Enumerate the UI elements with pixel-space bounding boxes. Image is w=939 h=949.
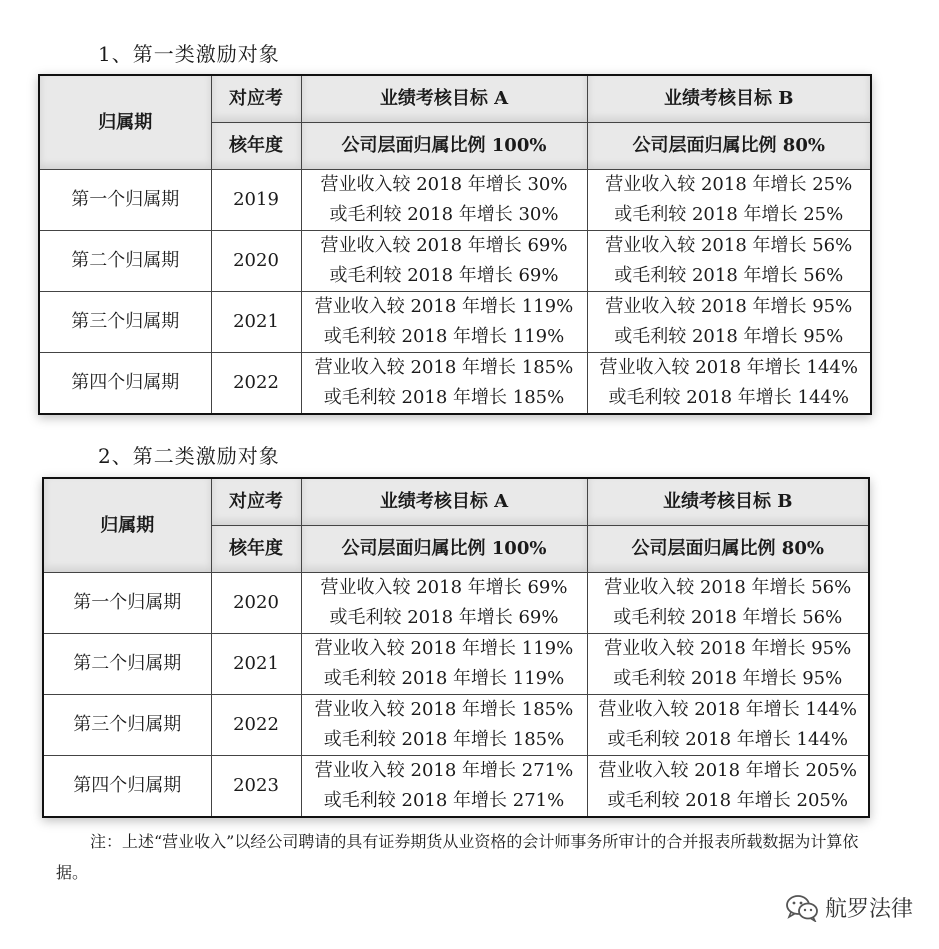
target-b-revenue: 营业收入较 2018 年增长 95% — [605, 296, 853, 317]
target-b-gross-profit: 或毛利较 2018 年增长 25% — [614, 204, 844, 225]
cell-target-b — [587, 756, 869, 818]
table-row — [39, 231, 871, 292]
target-a-gross-profit: 或毛利较 2018 年增长 69% — [329, 265, 559, 286]
header-year-line2: 核年度 — [211, 123, 301, 170]
target-b-revenue: 营业收入较 2018 年增长 144% — [598, 699, 857, 720]
cell-period: 第二个归属期 — [43, 634, 211, 695]
watermark-text: 航罗法律 — [824, 897, 913, 922]
target-a-gross-profit: 或毛利较 2018 年增长 271% — [323, 790, 565, 811]
cell-target-b — [587, 573, 869, 634]
cell-target-a — [301, 756, 587, 818]
cell-period: 第四个归属期 — [39, 353, 211, 415]
header-year-line1: 对应考 — [211, 75, 301, 123]
cell-year: 2020 — [211, 231, 301, 292]
target-a-revenue: 营业收入较 2018 年增长 30% — [320, 174, 568, 195]
target-a-gross-profit: 或毛利较 2018 年增长 69% — [329, 607, 559, 628]
target-a-revenue: 营业收入较 2018 年增长 69% — [320, 235, 568, 256]
target-a-gross-profit: 或毛利较 2018 年增长 119% — [323, 326, 565, 347]
target-a-gross-profit: 或毛利较 2018 年增长 185% — [323, 729, 565, 750]
cell-target-a — [301, 573, 587, 634]
cell-period: 第一个归属期 — [39, 170, 211, 231]
cell-period: 第三个归属期 — [43, 695, 211, 756]
cell-year: 2022 — [211, 695, 301, 756]
target-b-revenue: 营业收入较 2018 年增长 144% — [599, 357, 858, 378]
cell-target-b — [587, 634, 869, 695]
table-row — [39, 170, 871, 231]
header-target-b: 业绩考核目标 B — [587, 478, 869, 526]
target-b-revenue: 营业收入较 2018 年增长 205% — [598, 760, 857, 781]
table-row — [39, 292, 871, 353]
wechat-icon — [785, 894, 819, 922]
cell-year: 2021 — [211, 634, 301, 695]
target-b-gross-profit: 或毛利较 2018 年增长 56% — [614, 265, 844, 286]
cell-target-b — [587, 231, 871, 292]
target-b-revenue: 营业收入较 2018 年增长 56% — [604, 577, 852, 598]
cell-target-b — [587, 695, 869, 756]
cell-target-b — [587, 292, 871, 353]
target-b-gross-profit: 或毛利较 2018 年增长 144% — [607, 729, 848, 750]
cell-period: 第四个归属期 — [43, 756, 211, 818]
cell-target-a — [301, 292, 587, 353]
target-b-gross-profit: 或毛利较 2018 年增长 95% — [613, 668, 843, 689]
cell-year: 2019 — [211, 170, 301, 231]
target-b-gross-profit: 或毛利较 2018 年增长 144% — [608, 387, 849, 408]
section-1-title: 1、第一类激励对象 — [98, 42, 280, 66]
target-b-gross-profit: 或毛利较 2018 年增长 95% — [614, 326, 844, 347]
target-b-revenue: 营业收入较 2018 年增长 56% — [605, 235, 853, 256]
target-a-revenue: 营业收入较 2018 年增长 271% — [314, 760, 574, 781]
cell-year: 2020 — [211, 573, 301, 634]
section-2-title: 2、第二类激励对象 — [98, 444, 280, 468]
header-ratio-b: 公司层面归属比例 80% — [587, 526, 869, 573]
target-a-gross-profit: 或毛利较 2018 年增长 119% — [323, 668, 565, 689]
header-ratio-a: 公司层面归属比例 100% — [301, 123, 587, 170]
cell-target-a — [301, 231, 587, 292]
header-target-a: 业绩考核目标 A — [301, 75, 587, 123]
target-a-revenue: 营业收入较 2018 年增长 119% — [314, 638, 574, 659]
table-row — [43, 634, 869, 695]
header-target-b: 业绩考核目标 B — [587, 75, 871, 123]
cell-period: 第三个归属期 — [39, 292, 211, 353]
header-target-a: 业绩考核目标 A — [301, 478, 587, 526]
header-period: 归属期 — [39, 75, 211, 170]
cell-target-b — [587, 353, 871, 415]
cell-year: 2021 — [211, 292, 301, 353]
header-year-line2: 核年度 — [211, 526, 301, 573]
header-year-line1: 对应考 — [211, 478, 301, 526]
cell-target-a — [301, 170, 587, 231]
cell-period: 第二个归属期 — [39, 231, 211, 292]
target-a-revenue: 营业收入较 2018 年增长 185% — [314, 699, 574, 720]
cell-target-b — [587, 170, 871, 231]
table-row — [43, 695, 869, 756]
performance-table-1 — [38, 74, 872, 415]
cell-period: 第一个归属期 — [43, 573, 211, 634]
cell-target-a — [301, 634, 587, 695]
header-ratio-b: 公司层面归属比例 80% — [587, 123, 871, 170]
target-b-gross-profit: 或毛利较 2018 年增长 56% — [613, 607, 843, 628]
table-row — [43, 756, 869, 818]
watermark — [785, 892, 913, 923]
cell-target-a — [301, 353, 587, 415]
target-b-revenue: 营业收入较 2018 年增长 25% — [605, 174, 853, 195]
header-ratio-a: 公司层面归属比例 100% — [301, 526, 587, 573]
cell-year: 2023 — [211, 756, 301, 818]
target-b-gross-profit: 或毛利较 2018 年增长 205% — [607, 790, 848, 811]
table-row — [39, 353, 871, 415]
cell-target-a — [301, 695, 587, 756]
target-a-revenue: 营业收入较 2018 年增长 185% — [314, 357, 574, 378]
header-period: 归属期 — [43, 478, 211, 573]
table-row — [43, 573, 869, 634]
target-a-gross-profit: 或毛利较 2018 年增长 30% — [329, 204, 559, 225]
cell-year: 2022 — [211, 353, 301, 415]
target-a-revenue: 营业收入较 2018 年增长 69% — [320, 577, 568, 598]
performance-table-2 — [42, 477, 870, 818]
target-a-gross-profit: 或毛利较 2018 年增长 185% — [323, 387, 565, 408]
target-b-revenue: 营业收入较 2018 年增长 95% — [604, 638, 852, 659]
footnote: 注：上述“营业收入”以经公司聘请的具有证券期货从业资格的会计师事务所审计的合并报表所载数据为计算依据。 — [56, 832, 859, 882]
target-a-revenue: 营业收入较 2018 年增长 119% — [314, 296, 574, 317]
